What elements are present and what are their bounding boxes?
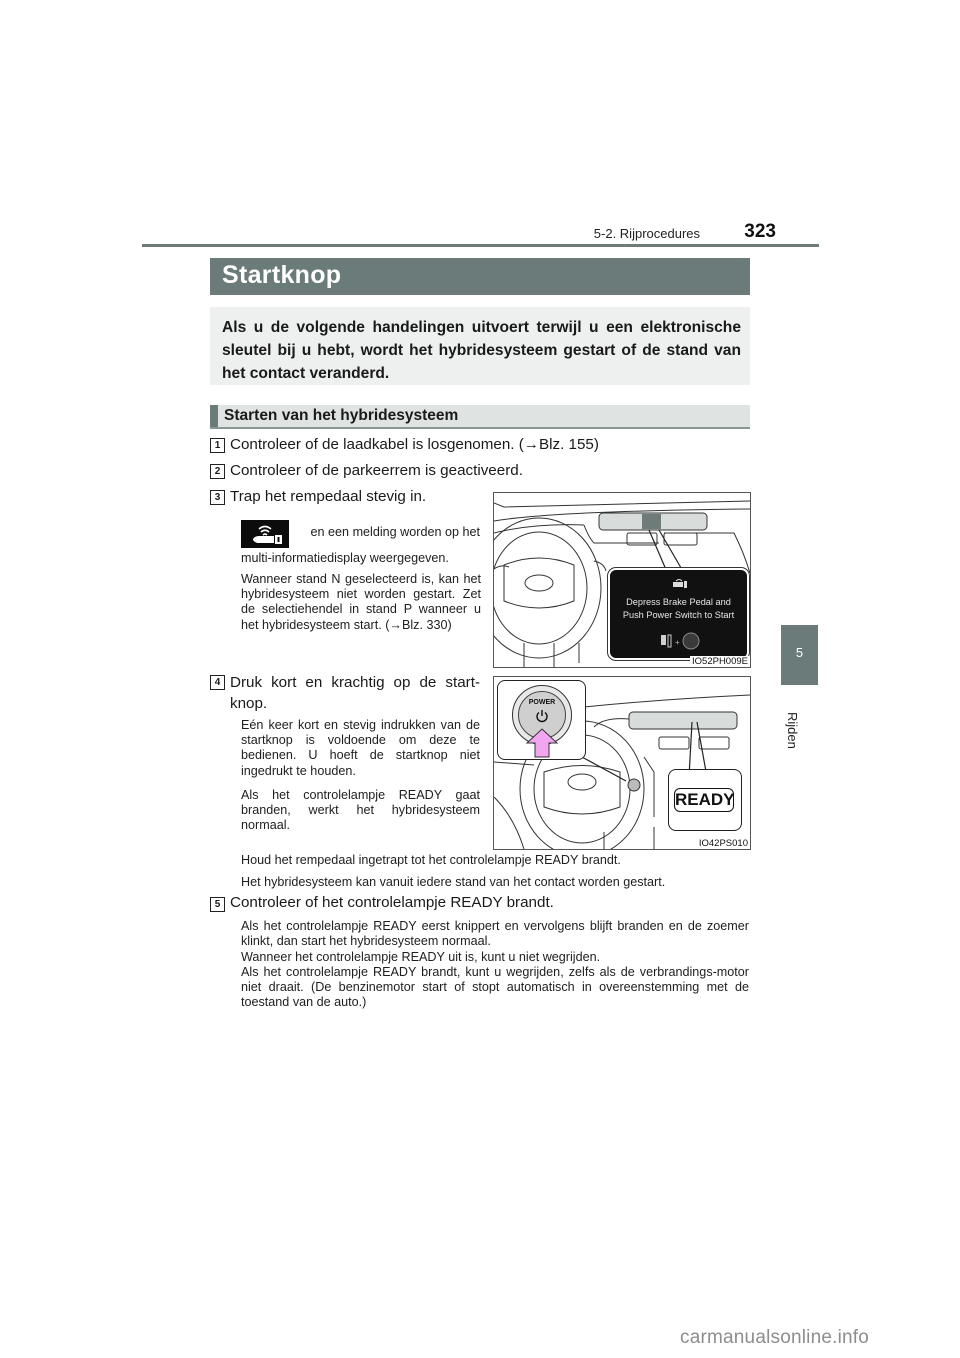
step-5-note-2: Wanneer het controlelampje READY uit is, kunt u niet wegrijden.	[241, 950, 601, 964]
step-5-note-1: Als het controlelampje READY eerst knippert en vervolgens blijft branden en de zoemer klinkt, dan start het hybridesysteem normaal.	[241, 919, 749, 949]
subsection-title: Starten van het hybridesysteem	[224, 407, 459, 424]
power-button-callout	[497, 680, 586, 760]
step-3-text: Trap het rempedaal stevig in.	[230, 488, 427, 505]
figure-code-2: IO42PS010	[698, 838, 748, 849]
step-3-note-line2: multi-informatiedisplay weergegeven.	[241, 551, 449, 565]
display-key-icon	[672, 578, 688, 590]
intro-box	[210, 307, 750, 385]
step-number-2: 2	[210, 464, 225, 479]
chapter-label: Rijden	[785, 712, 800, 749]
display-line-1: Depress Brake Pedal and	[626, 597, 731, 607]
subsection-accent	[210, 405, 218, 427]
power-button-label: POWER	[528, 699, 556, 706]
figure-power-button	[493, 676, 751, 850]
step-4-note-2: Als het controlelampje READY gaat branden, werkt het hybridesysteem normaal.	[241, 788, 480, 833]
step-2-text: Controleer of de parkeerrem is geactiveerd.	[230, 462, 523, 479]
step-5-text: Controleer of het controlelampje READY brandt.	[230, 894, 554, 911]
figure-code: IO52PH009E	[692, 656, 748, 667]
step-4-note-3: Houd het rempedaal ingetrapt tot het controlelampje READY brandt.	[241, 853, 621, 867]
step-number-3: 3	[210, 490, 225, 505]
ready-indicator: READY	[674, 788, 734, 812]
step-3-note-inline: en een melding worden op het	[310, 525, 480, 539]
power-icon	[535, 709, 549, 723]
figure-dashboard-display	[493, 492, 751, 668]
step-number-4: 4	[210, 675, 225, 690]
display-message	[610, 596, 747, 622]
header-divider	[142, 244, 819, 247]
display-line-2: Push Power Switch to Start	[622, 610, 735, 620]
page-title: Startknop	[222, 261, 342, 289]
step-3-note-2: Wanneer stand N geselecteerd is, kan het hybridesysteem niet worden gestart. Zet de selectiehendel in stand P wanneer u het hybridesysteem start. (→Blz. 330)	[241, 572, 481, 632]
chapter-tab[interactable]	[781, 625, 818, 685]
multi-info-display	[608, 568, 749, 660]
step-4-text: Druk kort en krachtig op de start-knop.	[230, 674, 480, 712]
smart-key-indicator-icon	[241, 520, 289, 548]
step-number-5: 5	[210, 897, 225, 912]
watermark: carmanualsonline.info	[680, 1327, 870, 1348]
page-number: 323	[744, 221, 776, 242]
step-1-text: Controleer of de laadkabel is losgenomen. (→Blz. 155)	[230, 436, 599, 453]
press-arrow-icon	[524, 727, 560, 759]
chapter-number: 5	[795, 645, 804, 660]
brake-power-icons	[655, 630, 705, 652]
step-4-note-1: Eén keer kort en stevig indrukken van de startknop is voldoende om deze te bedienen. U hoeft de startknop niet ingedrukt te houden.	[241, 718, 480, 778]
step-number-1: 1	[210, 438, 225, 453]
page-title-bar	[210, 258, 750, 295]
ready-callout	[668, 769, 742, 831]
subsection-header	[210, 405, 750, 429]
section-breadcrumb: 5-2. Rijprocedures	[593, 226, 700, 241]
svg-text:+: +	[675, 638, 680, 647]
step-5-note-3: Als het controlelampje READY brandt, kunt u wegrijden, zelfs als de verbrandings-motor niet draait. (De benzinemotor start of stopt automatisch in overeenstemming met de toestand van de auto.)	[241, 965, 749, 1010]
intro-text: Als u de volgende handelingen uitvoert terwijl u een elektronische sleutel bij u hebt, wordt het hybridesysteem gestart of de stand van het contact veranderd.	[222, 319, 741, 382]
step-4-note-4: Het hybridesysteem kan vanuit iedere stand van het contact worden gestart.	[241, 875, 666, 889]
